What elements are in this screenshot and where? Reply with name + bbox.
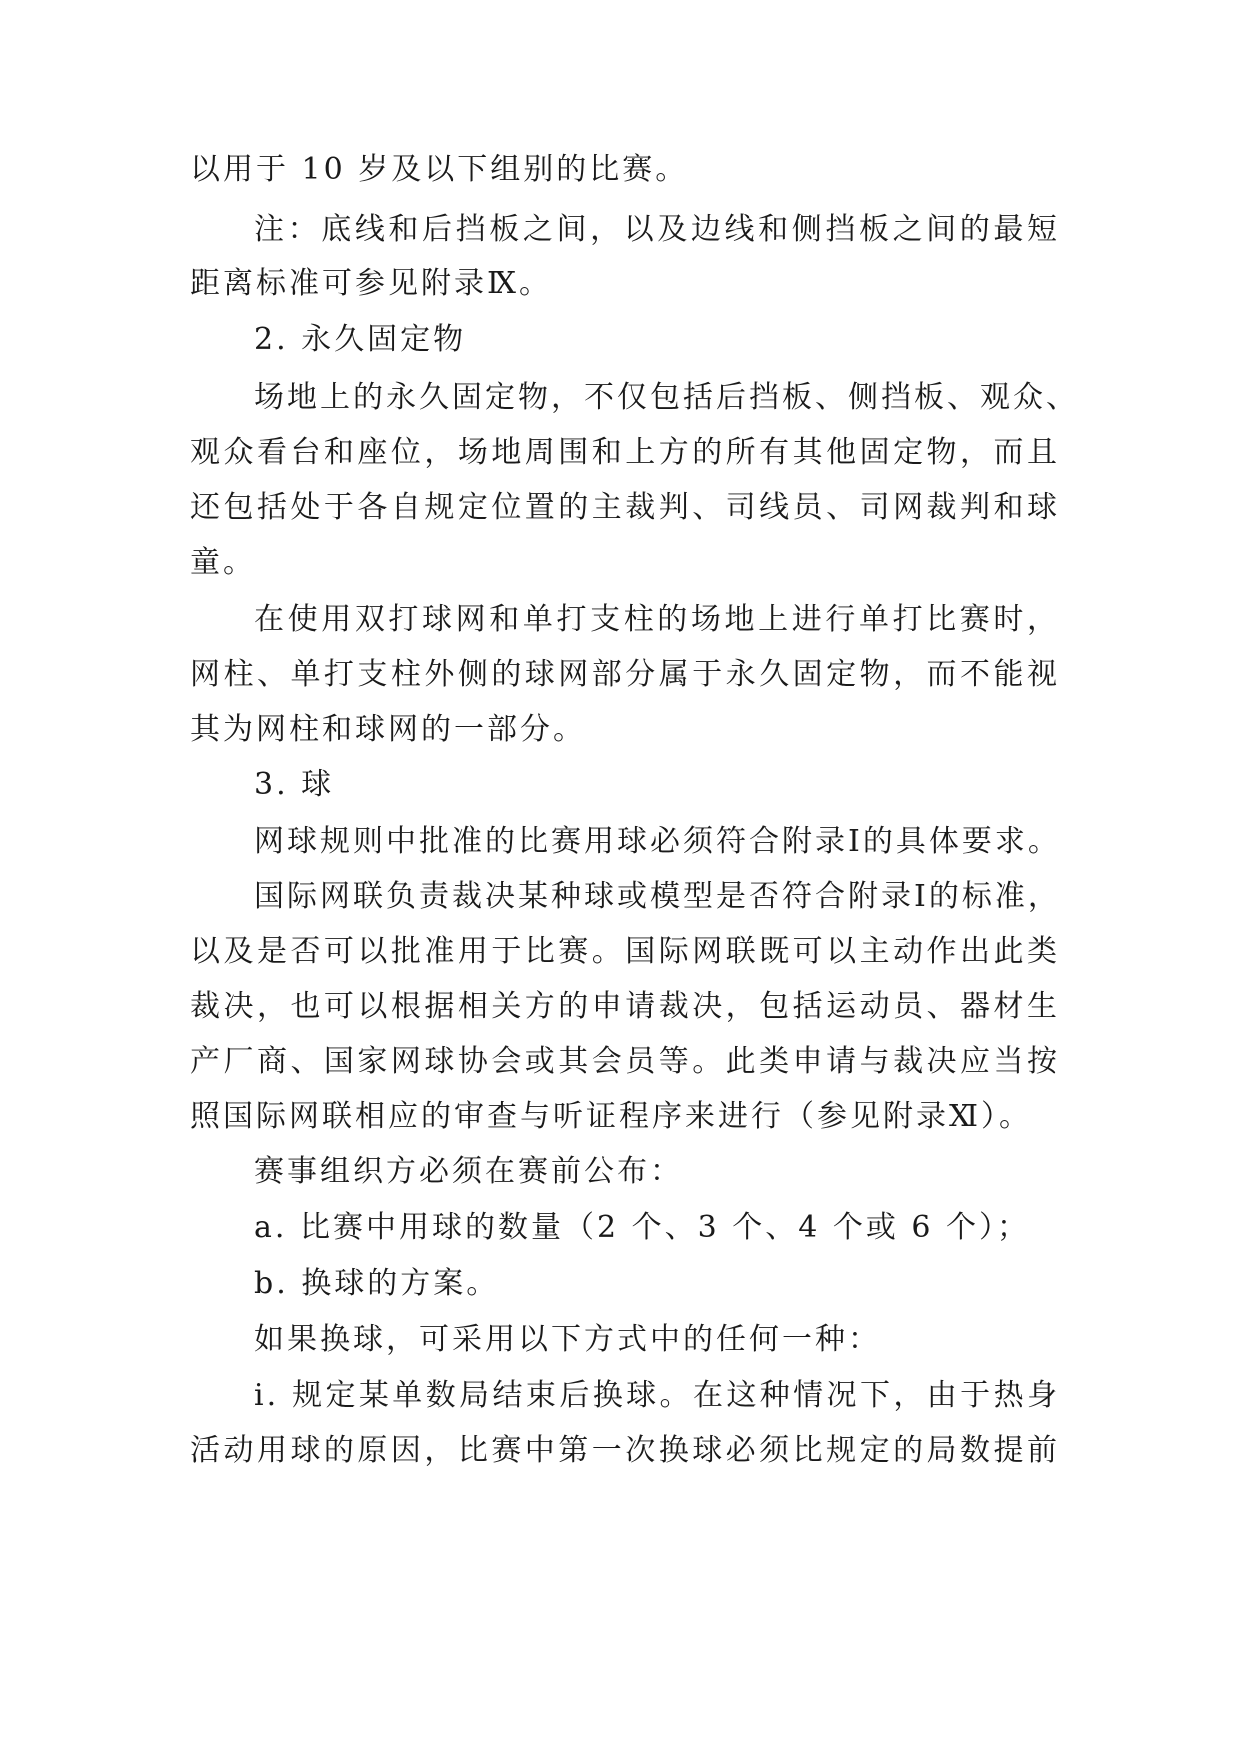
section-heading: 2. 永久固定物 [254,322,467,357]
text-line: 赛事组织方必须在赛前公布： [254,1154,683,1189]
text-line: 还包括处于各自规定位置的主裁判、司线员、司网裁判和球 [190,490,1060,525]
text-line: 产厂商、国家网球协会或其会员等。此类申请与裁决应当按 [190,1044,1060,1079]
text-line: 场地上的永久固定物，不仅包括后挡板、侧挡板、观众、 [254,380,1079,415]
text-line: 网柱、单打支柱外侧的球网部分属于永久固定物，而不能视 [190,657,1060,692]
text-line: 照国际网联相应的审查与听证程序来进行（参见附录Ⅺ）。 [190,1099,1033,1134]
text-line: 观众看台和座位，场地周围和上方的所有其他固定物，而且 [190,435,1060,470]
text-line: 如果换球，可采用以下方式中的任何一种： [254,1322,881,1357]
list-item: i. 规定某单数局结束后换球。在这种情况下，由于热身 [254,1378,1060,1413]
text-line: 童。 [190,545,256,580]
text-line: 国际网联负责裁决某种球或模型是否符合附录Ⅰ的标准， [254,879,1061,914]
text-line: 以用于 10 岁及以下组别的比赛。 [190,152,689,187]
list-item: b. 换球的方案。 [254,1266,500,1301]
section-heading: 3. 球 [254,767,335,802]
text-line: 活动用球的原因，比赛中第一次换球必须比规定的局数提前 [190,1433,1060,1468]
text-line: 其为网柱和球网的一部分。 [190,712,586,747]
text-line: 在使用双打球网和单打支柱的场地上进行单打比赛时， [254,602,1060,637]
text-line: 以及是否可以批准用于比赛。国际网联既可以主动作出此类 [190,934,1060,969]
text-line: 网球规则中批准的比赛用球必须符合附录Ⅰ的具体要求。 [254,824,1061,859]
list-item: a. 比赛中用球的数量（2 个、3 个、4 个或 6 个）； [254,1210,1030,1245]
text-line: 注：底线和后挡板之间，以及边线和侧挡板之间的最短 [254,212,1060,247]
text-line: 距离标准可参见附录Ⅸ。 [190,266,552,301]
text-line: 裁决，也可以根据相关方的申请裁决，包括运动员、器材生 [190,989,1060,1024]
